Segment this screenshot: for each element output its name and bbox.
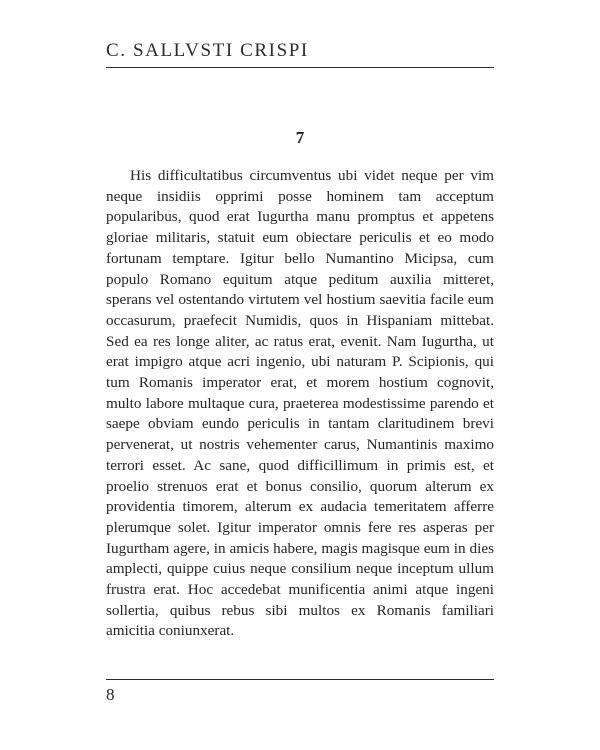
chapter-number: 7 [295, 128, 305, 147]
chapter-body [106, 166, 494, 642]
header-rule [106, 67, 494, 68]
chapter-paragraph: His difficultatibus circumventus ubi videt neque per vim neque insidiis opprimi posse hominem tam acceptum popularibus, quod erat Iugurtha manu promptus et appetens gloriae militaris, statuit eum obiectare periculis et eo modo fortunam temptare. Igitur bello Numantino Micipsa, cum populo Romano equitum atque peditum auxilia mitteret, sperans vel ostentando virtutem vel hostium saevitia facile eum occasurum, praefecit Numidis, quos in Hispaniam mittebat. Sed ea res longe aliter, ac ratus erat, evenit. Nam Iugurtha, ut erat impigro atque acri ingenio, ubi naturam P. Scipionis, qui tum Romanis imperator erat, et morem hostium cognovit, multo labore multaque cura, praeterea modestissime parendo et saepe obviam eundo periculis in tantam claritudinem brevi pervenerat, ut nostris vehementer carus, Numantinis maximo terrori esset. Ac sane, quod difficillimum in primis est, et proelio strenuos erat et bonus consilio, quorum alterum ex providentia timorem, alterum ex audacia temeritatem afferre plerumque solet. Igitur imperator omnis fere res asperas per Iugurtham agere, in amicis habere, magis magisque eum in dies amplecti, quippe cuius neque consilium neque inceptum ullum frustra erat. Hoc accedebat munificentia animi atque ingeni sollertia, quibus rebus sibi multos ex Romanis familiari amicitia coniunxerat. [106, 167, 494, 640]
running-head-title: C. SALLVSTI CRISPI [106, 40, 309, 61]
page-number: 8 [106, 685, 115, 704]
footer-rule [106, 679, 494, 680]
